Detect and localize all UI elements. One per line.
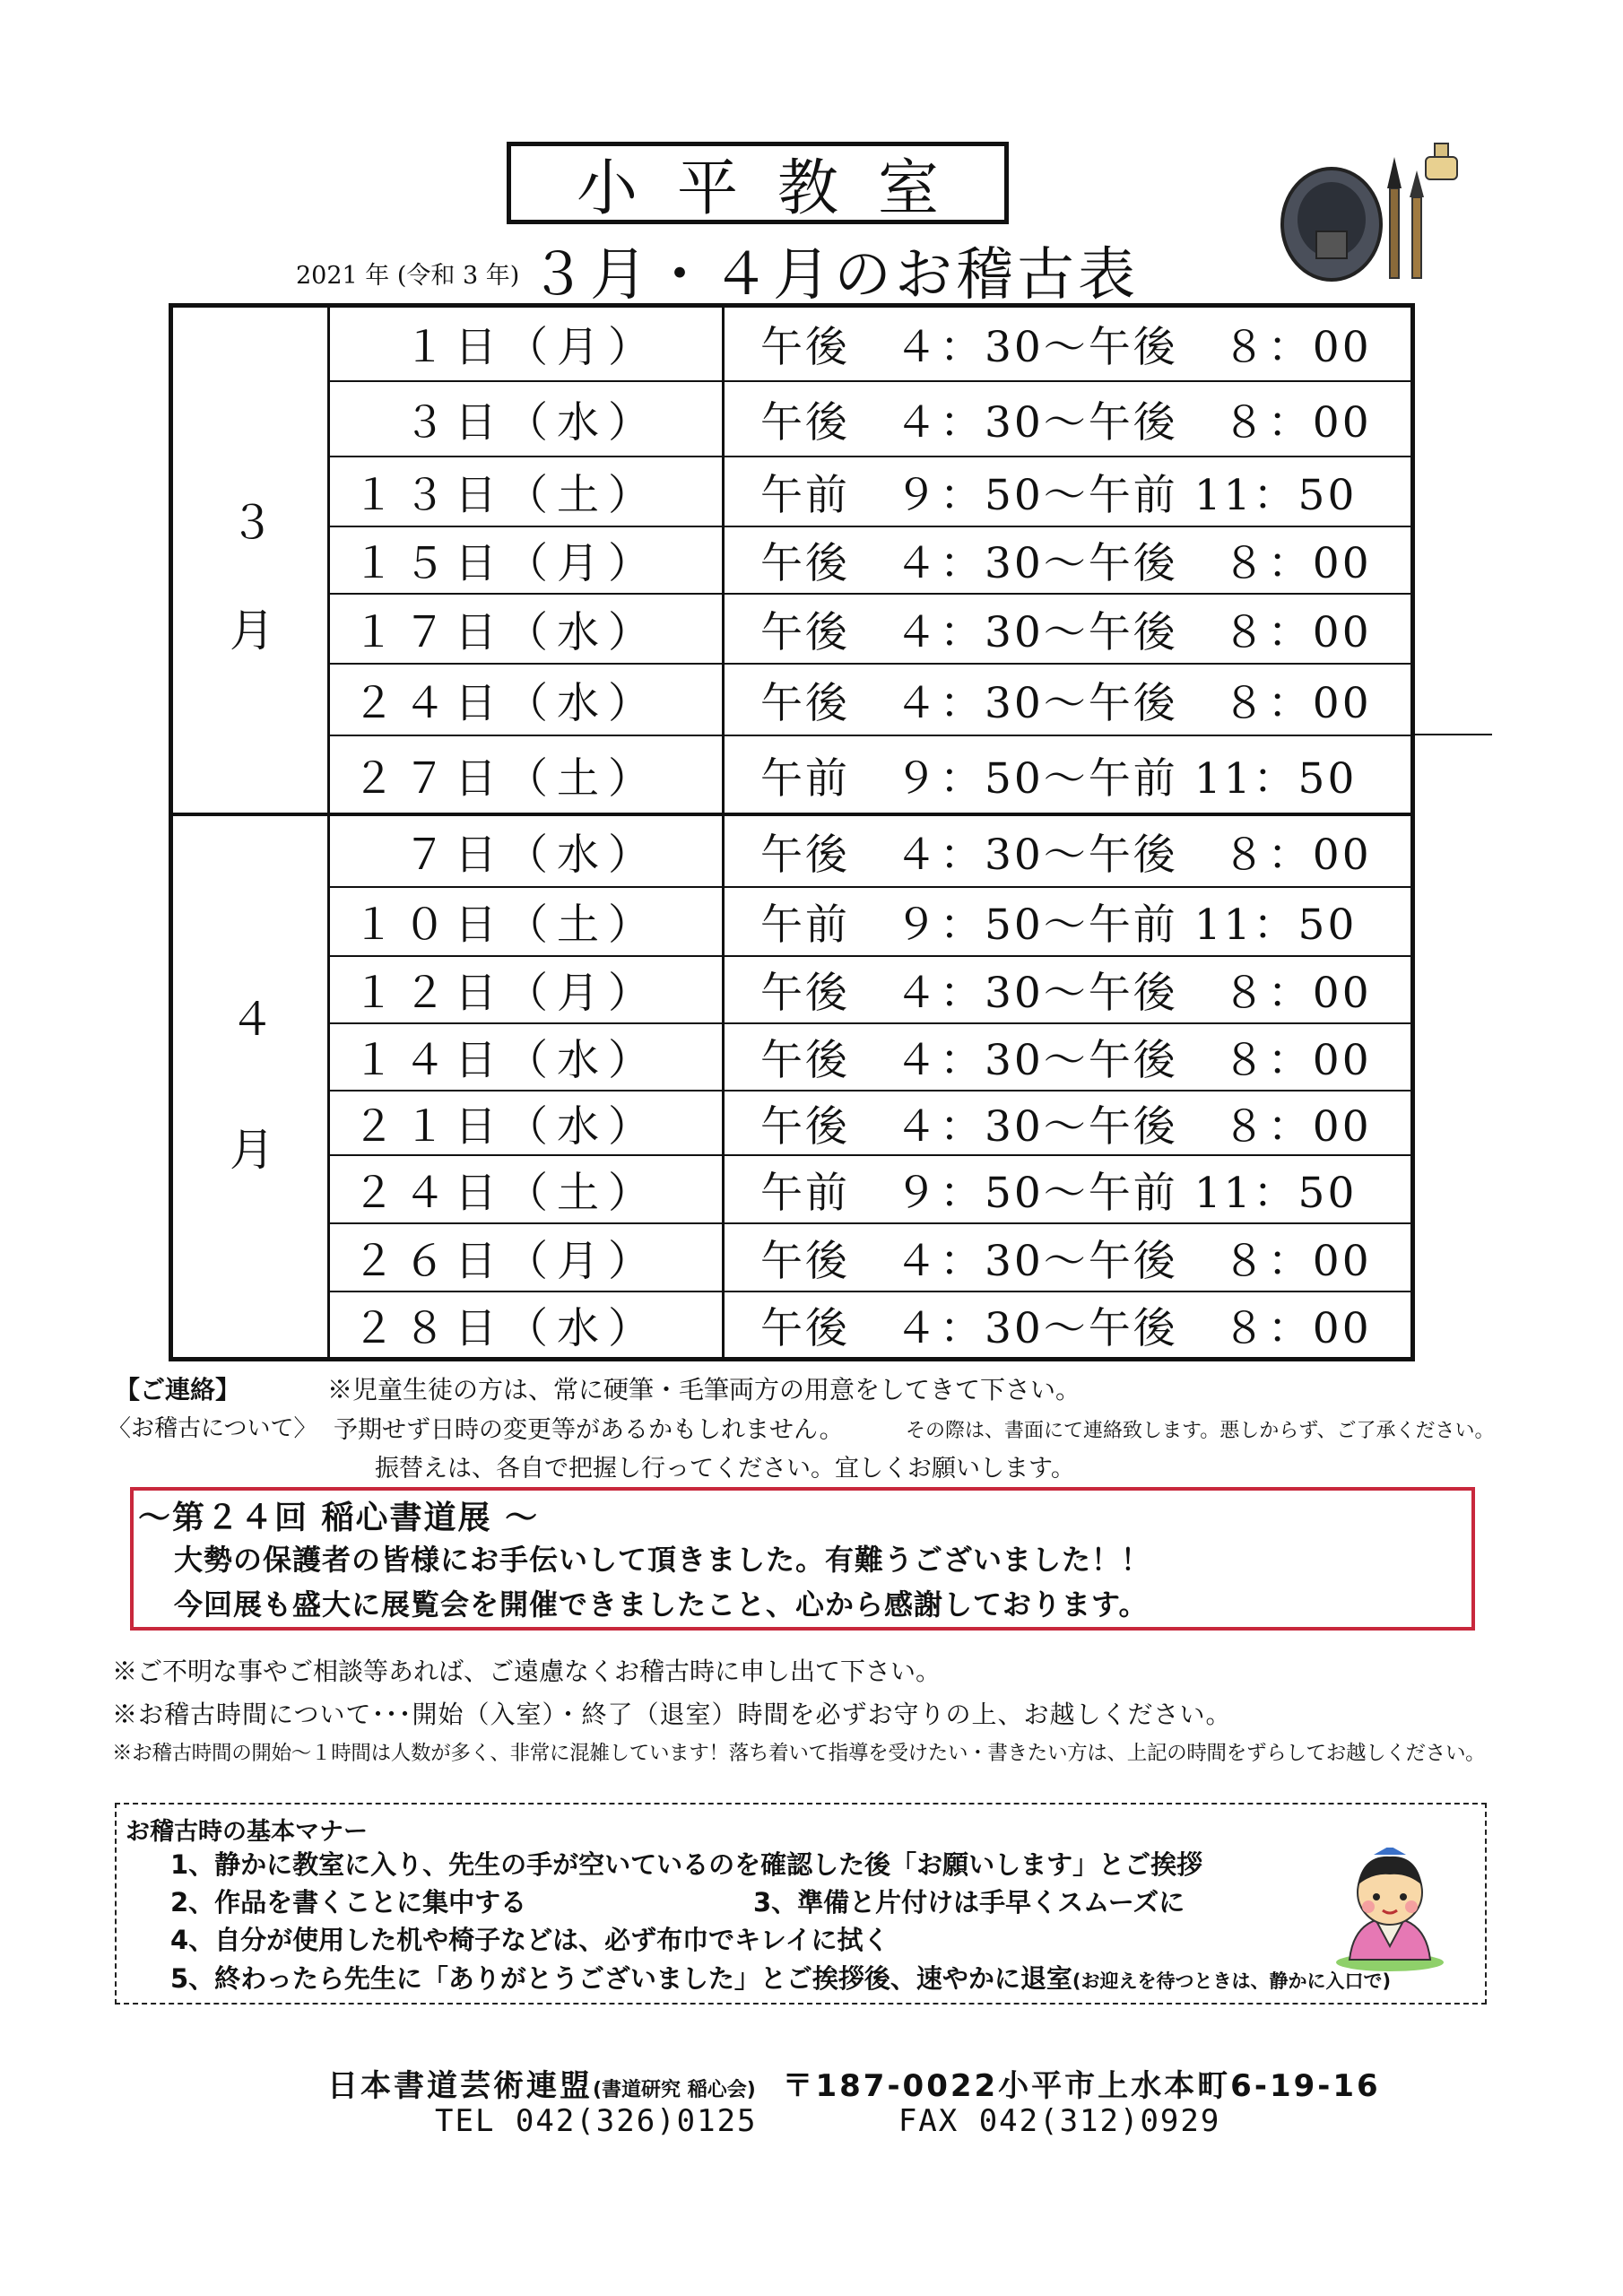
month-column-april <box>173 816 330 1357</box>
session-date: ２６日（月） <box>330 1224 725 1291</box>
session-time: 午後 ４：30〜午後 ８：00 <box>760 1036 1372 1085</box>
remark-1: ※ご不明な事やご相談等あれば、ご遠慮なくお稽古時に申し出て下さい。 <box>112 1657 942 1686</box>
session-date: ２７日（土） <box>330 736 725 814</box>
fax-number: FAX 042(312)0929 <box>898 2103 1221 2139</box>
session-time: 午後 ４：30〜午後 ８：00 <box>760 969 1372 1018</box>
session-time: 午後 ４：30〜午後 ８：00 <box>760 397 1372 448</box>
session-time: 午後 ４：30〜午後 ８：00 <box>760 830 1372 880</box>
divider-line <box>1415 734 1492 735</box>
session-time: 午前 ９：50〜午前 11：50 <box>760 470 1358 520</box>
session-row <box>330 1024 1410 1091</box>
session-time: 午後 ４：30〜午後 ８：00 <box>760 678 1372 728</box>
session-date: １２日（月） <box>330 957 725 1022</box>
session-row <box>330 1292 1410 1357</box>
footer-organization <box>327 2061 1381 2105</box>
session-date: ３日（水） <box>330 382 725 456</box>
session-row <box>330 1224 1410 1292</box>
session-row <box>330 665 1410 736</box>
session-time: 午後 ４：30〜午後 ８：00 <box>760 323 1372 372</box>
session-time: 午後 ４：30〜午後 ８：00 <box>760 607 1372 657</box>
contact-label: 【ご連絡】 <box>115 1375 241 1405</box>
session-time: 午後 ４：30〜午後 ８：00 <box>760 1303 1372 1353</box>
session-date: ２４日（土） <box>330 1156 725 1222</box>
year-label: 2021 年 (令和 3 年) <box>296 262 520 290</box>
session-date: ２１日（水） <box>330 1091 725 1154</box>
manners-box <box>115 1803 1487 2005</box>
schedule-subtitle: ３月・４月のお稽古表 <box>529 242 1139 309</box>
session-date: １５日（月） <box>330 527 725 593</box>
manner-item-5-text: 5、終わったら先生に「ありがとうございました」とご挨拶後、速やかに退室 <box>170 1963 1072 1994</box>
month-label-april: ４ 月 <box>230 994 289 1176</box>
session-date: １７日（水） <box>330 595 725 663</box>
month-label-march: ３ 月 <box>230 497 289 657</box>
exhibition-line-1: 大勢の保護者の皆様にお手伝いして頂きました。有難うございました！！ <box>174 1543 1151 1577</box>
lesson-label: 〈お稽古について〉 <box>108 1415 317 1442</box>
session-date: ７日（水） <box>330 816 725 886</box>
month-column-march <box>173 308 330 814</box>
org-address: 〒187-0022小平市上水本町6-19-16 <box>782 2068 1381 2104</box>
manner-item-4: 4、自分が使用した机や椅子などは、必ず布巾でキレイに拭く <box>170 1925 890 1955</box>
session-time: 午後 ４：30〜午後 ８：00 <box>760 539 1372 588</box>
manners-title: お稽古時の基本マナー <box>126 1812 368 1847</box>
session-date: ２４日（水） <box>330 665 725 735</box>
session-time: 午前 ９：50〜午前 11：50 <box>760 754 1358 804</box>
session-time: 午後 ４：30〜午後 ８：00 <box>760 1101 1372 1152</box>
session-row <box>330 888 1410 957</box>
session-row <box>330 308 1410 382</box>
manner-item-1: 1、静かに教室に入り、先生の手が空いているのを確認した後「お願いします」とご挨拶 <box>170 1849 1203 1880</box>
session-row <box>330 1156 1410 1224</box>
schedule-table <box>169 303 1415 1361</box>
session-date: ２８日（水） <box>330 1292 725 1357</box>
org-subtitle: (書道研究 稲心会) <box>593 2079 756 2101</box>
session-row <box>330 957 1410 1024</box>
manner-item-5 <box>170 1959 1391 1996</box>
footer-contact <box>435 2103 1220 2139</box>
session-row <box>330 816 1410 888</box>
session-row <box>330 527 1410 595</box>
lesson-note: その際は、書面にて連絡致します。悪しからず、ご了承ください。 <box>906 1420 1495 1442</box>
exhibition-notice <box>130 1487 1475 1631</box>
phone-number: TEL 042(326)0125 <box>435 2103 758 2139</box>
manner-item-5-note: (お迎えを待つときは、静かに入口で) <box>1072 1970 1392 1992</box>
manner-item-2: 2、作品を書くことに集中する <box>170 1887 527 1918</box>
session-row <box>330 736 1410 814</box>
session-date: １３日（土） <box>330 457 725 526</box>
remark-2: ※お稽古時間について･･･開始（入室）・終了（退室）時間を必ずお守りの上、お越しください。 <box>112 1700 1232 1729</box>
session-row <box>330 1091 1410 1156</box>
manner-item-3: 3、準備と片付けは手早くスムーズに <box>753 1887 1185 1918</box>
inkstone-brush-icon <box>1273 135 1471 291</box>
exhibition-title: 〜第２４回 稲心書道展 〜 <box>138 1500 540 1536</box>
session-time: 午前 ９：50〜午前 11：50 <box>760 900 1358 950</box>
contact-text: ※児童生徒の方は、常に硬筆・毛筆両方の用意をしてきて下さい。 <box>327 1375 1081 1405</box>
exhibition-line-2: 今回展も盛大に展覧会を開催できましたこと、心から感謝しております。 <box>174 1587 1149 1622</box>
doll-illustration-icon <box>1327 1848 1453 1973</box>
session-time: 午後 ４：30〜午後 ８：00 <box>760 1236 1372 1286</box>
session-date: １日（月） <box>330 308 725 380</box>
lesson-text-2: 振替えは、各自で把握し行ってください。宜しくお願いします。 <box>375 1455 1075 1483</box>
session-row <box>330 382 1410 457</box>
session-row <box>330 457 1410 527</box>
session-date: １０日（土） <box>330 888 725 955</box>
remark-3: ※お稽古時間の開始〜１時間は人数が多く、非常に混雑しています！落ち着いて指導を受けたい・書きたい方は、上記の時間をずらしてお越しください。 <box>112 1742 1486 1765</box>
org-name: 日本書道芸術連盟 <box>327 2068 593 2104</box>
page-title: 小平教室 <box>507 142 1009 224</box>
session-time: 午前 ９：50〜午前 11：50 <box>760 1168 1358 1218</box>
session-date: １４日（水） <box>330 1024 725 1090</box>
lesson-text: 予期せず日時の変更等があるかもしれません。 <box>334 1416 844 1444</box>
session-row <box>330 595 1410 665</box>
